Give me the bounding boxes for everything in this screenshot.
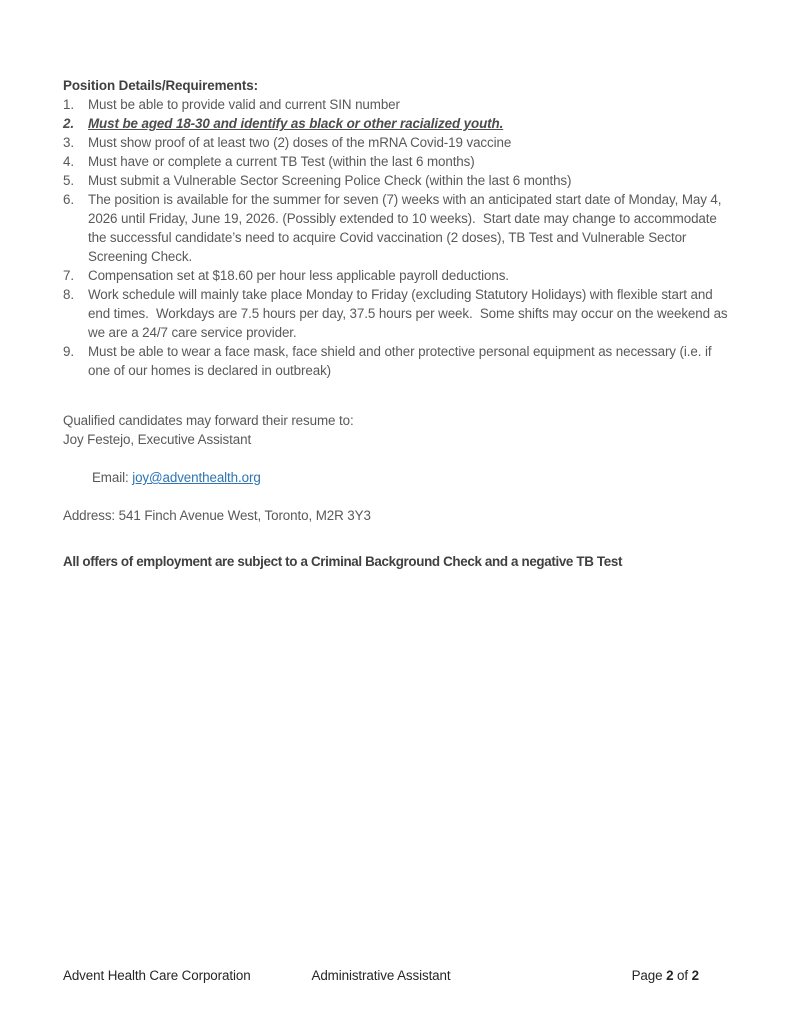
page-number-total: 2 (691, 968, 699, 983)
document-body (63, 76, 732, 571)
section-heading: Position Details/Requirements: (63, 78, 258, 93)
page-label-prefix: Page (631, 968, 667, 983)
footer-company: Advent Health Care Corporation (63, 968, 251, 983)
list-item (63, 190, 728, 266)
page-footer (63, 966, 727, 985)
list-item (63, 152, 728, 171)
list-item (63, 342, 728, 380)
page-label-of: of (673, 968, 692, 983)
requirements-list (63, 95, 732, 380)
contact-intro: Qualified candidates may forward their resume to: (63, 413, 354, 428)
list-item-number: 4. (63, 154, 74, 169)
footer-doc-title: Administrative Assistant (311, 968, 451, 983)
email-link[interactable]: joy@adventhealth.org (132, 470, 261, 485)
list-item-text: The position is available for the summer for seven (7) weeks with an anticipated start date of Monday, May 4, 2026 until Friday, June 19, 2026. (Possibly extended to 10 weeks). Start date may change to accommodate the successful candidate’s need to acquire Covid vaccination (2 doses), TB Test and Vulnerable Sector Screening Check. (88, 192, 726, 264)
list-item-number: 1. (63, 97, 74, 112)
list-item-text: Must submit a Vulnerable Sector Screening Police Check (within the last 6 months) (88, 173, 572, 188)
employment-notice: All offers of employment are subject to a Criminal Background Check and a negative TB Test (63, 554, 623, 569)
list-item-number: 5. (63, 173, 74, 188)
list-item-text: Must be aged 18-30 and identify as black or other racialized youth. (88, 116, 504, 131)
list-item (63, 285, 732, 342)
contact-block (63, 411, 728, 525)
list-item-text: Work schedule will mainly take place Monday to Friday (excluding Statutory Holidays) with flexible start and end times. Workdays are 7.5 hours per day, 37.5 hours per week. Some shifts may occur on the weekend as we are a 24/7 care service provider. (88, 287, 732, 340)
list-item-number: 2. (63, 116, 74, 131)
list-item-number: 6. (63, 192, 74, 207)
list-item (63, 133, 728, 152)
address-line: Address: 541 Finch Avenue West, Toronto, M2R 3Y3 (63, 508, 371, 523)
list-item (63, 266, 728, 285)
contact-name: Joy Festejo, Executive Assistant (63, 432, 252, 447)
page-number-current: 2 (666, 968, 674, 983)
list-item (63, 95, 728, 114)
list-item-number: 8. (63, 287, 74, 302)
list-item-number: 7. (63, 268, 74, 283)
list-item-text: Must show proof of at least two (2) doses of the mRNA Covid-19 vaccine (88, 135, 512, 150)
list-item-number: 3. (63, 135, 74, 150)
list-item-text: Must have or complete a current TB Test (within the last 6 months) (88, 154, 475, 169)
email-label: Email: (91, 470, 133, 485)
list-item (63, 171, 728, 190)
email-line (63, 449, 728, 506)
list-item-number: 9. (63, 344, 74, 359)
footer-page-label (487, 966, 727, 985)
list-item-text: Must be able to wear a face mask, face shield and other protective personal equipment as necessary (i.e. if one of our homes is declared in outbreak) (88, 344, 716, 378)
list-item-text: Compensation set at $18.60 per hour less applicable payroll deductions. (88, 268, 509, 283)
list-item-emphasized (63, 114, 728, 133)
list-item-text: Must be able to provide valid and current SIN number (88, 97, 400, 112)
